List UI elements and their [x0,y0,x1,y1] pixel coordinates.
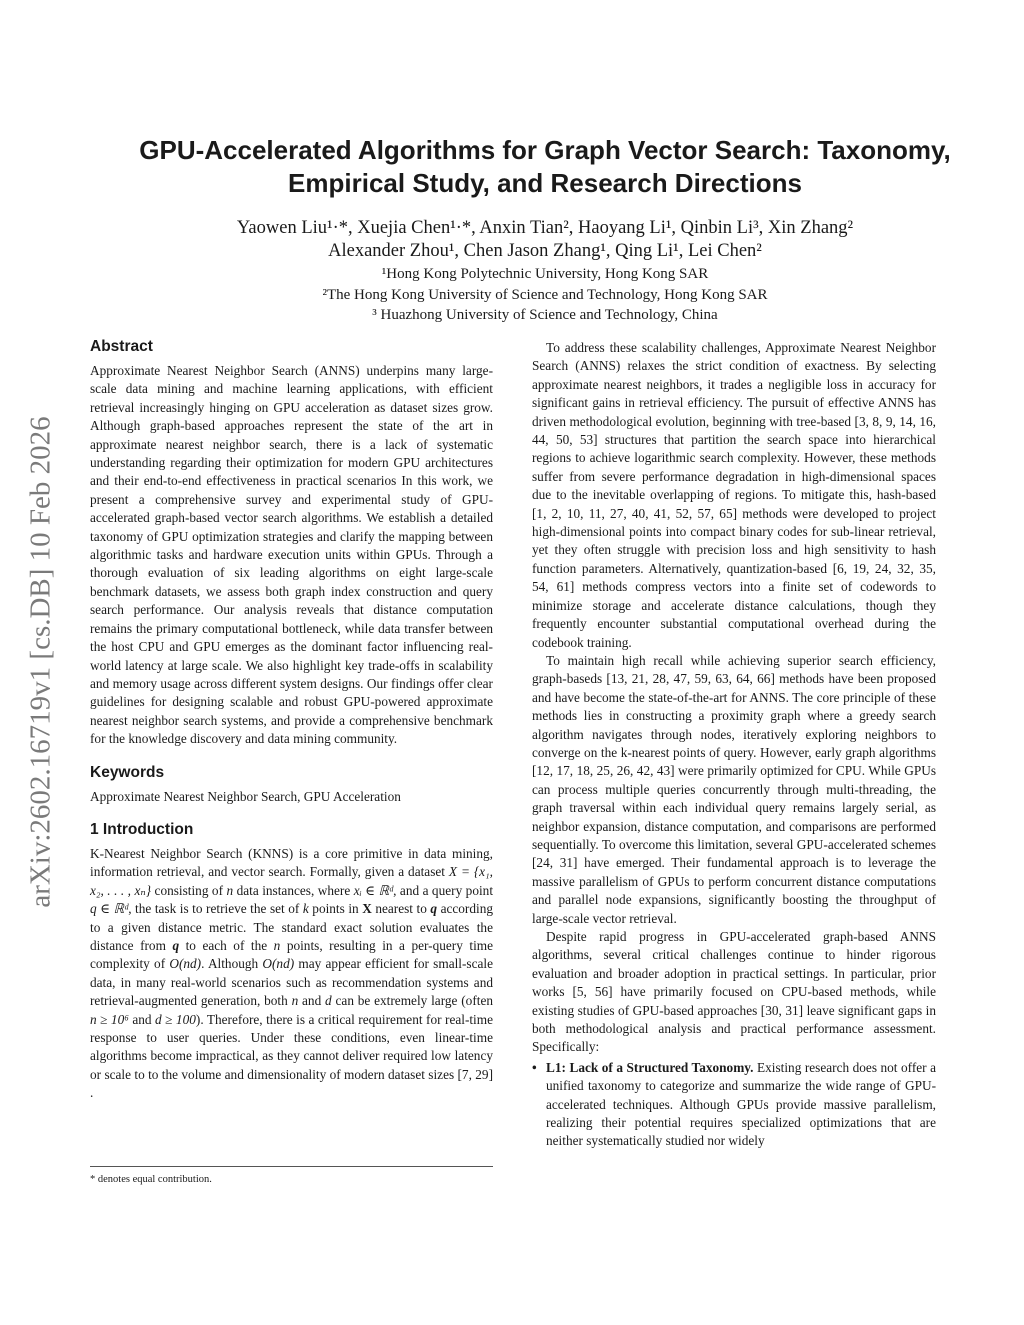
bullet-item-l1 [532,1059,936,1151]
keywords-heading: Keywords [90,763,165,781]
math-X: X [362,901,372,917]
math-q-vec: q [430,901,438,917]
math-q: q ∈ ℝᵈ [90,901,129,917]
introduction-heading: 1 Introduction [90,820,194,838]
intro-text: and [128,1011,156,1027]
title-line-1: GPU-Accelerated Algorithms for Graph Vector Search: Taxonomy, [139,135,951,165]
math-n: n [226,882,234,898]
math-bound-n: n ≥ 10⁶ [90,1011,129,1027]
authors-line-1: Yaowen Liu¹·*, Xuejia Chen¹·*, Anxin Tian², Haoyang Li¹, Qinbin Li³, Xin Zhang² [236,218,854,238]
paper-title [80,134,1010,200]
bullet-text: Existing research does not offer a unified taxonomy to categorize and summarize the wide range of GPU-accelerated techniques. Although GPUs provide massive parallelism, realizing their potential requires specialized optimizations that are neither systematically studied nor widely [546,1059,936,1149]
arxiv-identifier: arXiv:2602.16719v1 [cs.DB] 10 Feb 2026 [24,416,57,908]
introduction-paragraph [90,845,493,1103]
intro-text: nearest to [371,901,431,917]
keywords-text: Approximate Nearest Neighbor Search, GPU Acceleration [90,788,401,804]
math-dataset: X = {x₁, x₂, . . . , xₙ} [90,864,493,898]
affiliation-3: ³ Huazhong University of Science and Technology, China [372,307,718,323]
abstract-heading: Abstract [90,338,153,355]
bullet-icon: • [532,1059,537,1075]
footnote-divider [90,1166,493,1167]
left-column [90,337,493,1103]
abstract-text: Approximate Nearest Neighbor Search (ANNS) underpins many large-scale data mining and machine learning applications, with efficient retrieval increasingly hinging on GPU acceleration as dataset sizes grow. Although graph-based approaches represent the state of the art in approximate nearest neighbor search, there is a lack of systematic understanding regarding their optimization for modern GPU architectures and their end-to-end effectiveness in practical scenarios In this work, we present a comprehensive survey and experimental study of GPU-accelerated graph-based vector search algorithms. We establish a detailed taxonomy of GPU optimization strategies and clarify the mapping between algorithmic tasks and hardware execution units within GPUs. Through a thorough evaluation of six leading algorithms on eight large-scale benchmark datasets, we assess both graph index construction and query search performance. Our analysis reveals that distance computation remains the primary computational bottleneck, while data transfer between the host CPU and GPU emerges as the dominant factor influencing real-world latency at large scale. We also highlight key trade-offs in scalability and memory usage across different system designs. Our findings offer clear guidelines for designing scalable and robust GPU-powered approximate nearest neighbor search systems, and provide a comprehensive benchmark for the knowledge discovery and data mining community. [90,363,493,747]
intro-text: data instances, where [233,882,354,898]
footnote: * denotes equal contribution. [90,1174,212,1185]
bullet-label: L1: Lack of a Structured Taxonomy. [546,1059,754,1075]
intro-text: ). Therefore, there is a critical requirement for real-time response to user queries. Under these conditions, even linear-time algorithms become impractical, as they cannot deliver required low latency or scale to to the volume and dimensionality of modern dataset sizes [7, 29] . [90,1011,493,1101]
intro-text: K-Nearest Neighbor Search (KNNS) is a core primitive in data mining, information retrieval, and vector search. Formally, given a dataset [90,845,493,880]
intro-text: . Although [201,956,263,972]
math-xi: xᵢ ∈ ℝᵈ [353,882,394,898]
affiliation-1: ¹Hong Kong Polytechnic University, Hong Kong SAR [381,266,709,282]
right-paragraph-3: Despite rapid progress in GPU-accelerated graph-based ANNS algorithms, several critical challenges continue to hinder rigorous evaluation and broader adoption in practical settings. In particular, prior works [5, 56] have primarily focused on CPU-based methods, while existing studies of GPU-based approaches [30, 31] leave significant gaps in both methodological analysis and practical performance assessment. Specifically: [532,929,936,1055]
math-d: d [325,993,332,1009]
intro-text: consisting of [151,882,227,898]
intro-text: according to a given distance metric. The standard exact solution evaluates the distance from [90,901,493,953]
affiliation-2: ²The Hong Kong University of Science and Technology, Hong Kong SAR [322,286,768,303]
math-complexity: O(nd) [262,956,295,972]
intro-text: points in [308,901,363,917]
intro-text: , the task is to retrieve the set of [128,901,303,917]
intro-text: points, resulting in a per-query time complexity of [90,937,494,972]
intro-text: and [298,993,326,1009]
math-k: k [302,901,309,917]
intro-text: to each of the [179,937,274,953]
intro-text: can be extremely large (often [331,993,493,1009]
math-n: n [273,937,281,953]
math-n: n [291,993,299,1009]
authors-line-2: Alexander Zhou¹, Chen Jason Zhang¹, Qing Li¹, Lei Chen² [328,241,762,261]
intro-text: may appear efficient for small-scale data, in many real-world scenarios such as recommendation systems and retrieval-augmented generation, both [90,956,493,1009]
bullet-body [546,1059,936,1151]
math-bound-d: d ≥ 100 [155,1011,196,1027]
intro-text: , and a query point [393,882,494,898]
math-q-vec: q [172,937,180,953]
affiliations [80,264,1010,326]
right-column [532,339,936,1151]
title-line-2: Empirical Study, and Research Directions [288,168,802,198]
right-paragraph-2: To maintain high recall while achieving superior search efficiency, graph-baseds [13, 21, 28, 47, 59, 63, 64, 66] methods have been proposed and have become the state-of-the-art for ANNS. The core principle of these methods lies in constructing a proximity graph where a greedy search algorithm navigates through nodes, iteratively exploring neighbors to converge on the k-nearest points of query. However, early graph algorithms [12, 17, 18, 25, 26, 42, 43] were primarily optimized for CPU. While GPUs can process multiple queries concurrently through multi-threading, the graph traversal within each individual query remains largely serial, as neighbor expansion, distance computation, and comparisons are performed sequentially. To overcome this limitation, several GPU-accelerated schemes [24, 31] have emerged. Their fundamental approach is to leverage the massive parallelism of GPUs to perform concurrent distance computations and parallel node expansions, significantly boosting the throughput of large-scale vector retrieval. [532,652,936,926]
right-paragraph-1: To address these scalability challenges, Approximate Nearest Neighbor Search (ANNS) relaxes the strict condition of exactness. By selecting approximate nearest neighbors, it trades a negligible loss in accuracy for significant gains in retrieval efficiency. The pursuit of effective ANNS has driven methodological evolution, beginning with tree-based [3, 8, 9, 14, 16, 44, 50, 53] structures that partition the search space into hierarchical regions to achieve logarithmic search complexity. However, these methods suffer from severe performance degradation in high-dimensional spaces due to the inevitable overlapping of regions. To mitigate this, hash-based [1, 2, 10, 11, 27, 40, 41, 52, 57, 65] methods were developed to project high-dimensional points into compact binary codes for sub-linear retrieval, yet they often struggle with precision loss and high sensitivity to hash function parameters. Alternatively, quantization-based [6, 19, 24, 32, 35, 54, 61] methods compress vectors into a finite set of codewords to minimize storage and accelerate distance calculations, though they frequently encounter substantial computational overhead during the codebook training. [532,340,936,650]
author-list [80,217,1010,263]
math-complexity: O(nd) [169,956,202,972]
